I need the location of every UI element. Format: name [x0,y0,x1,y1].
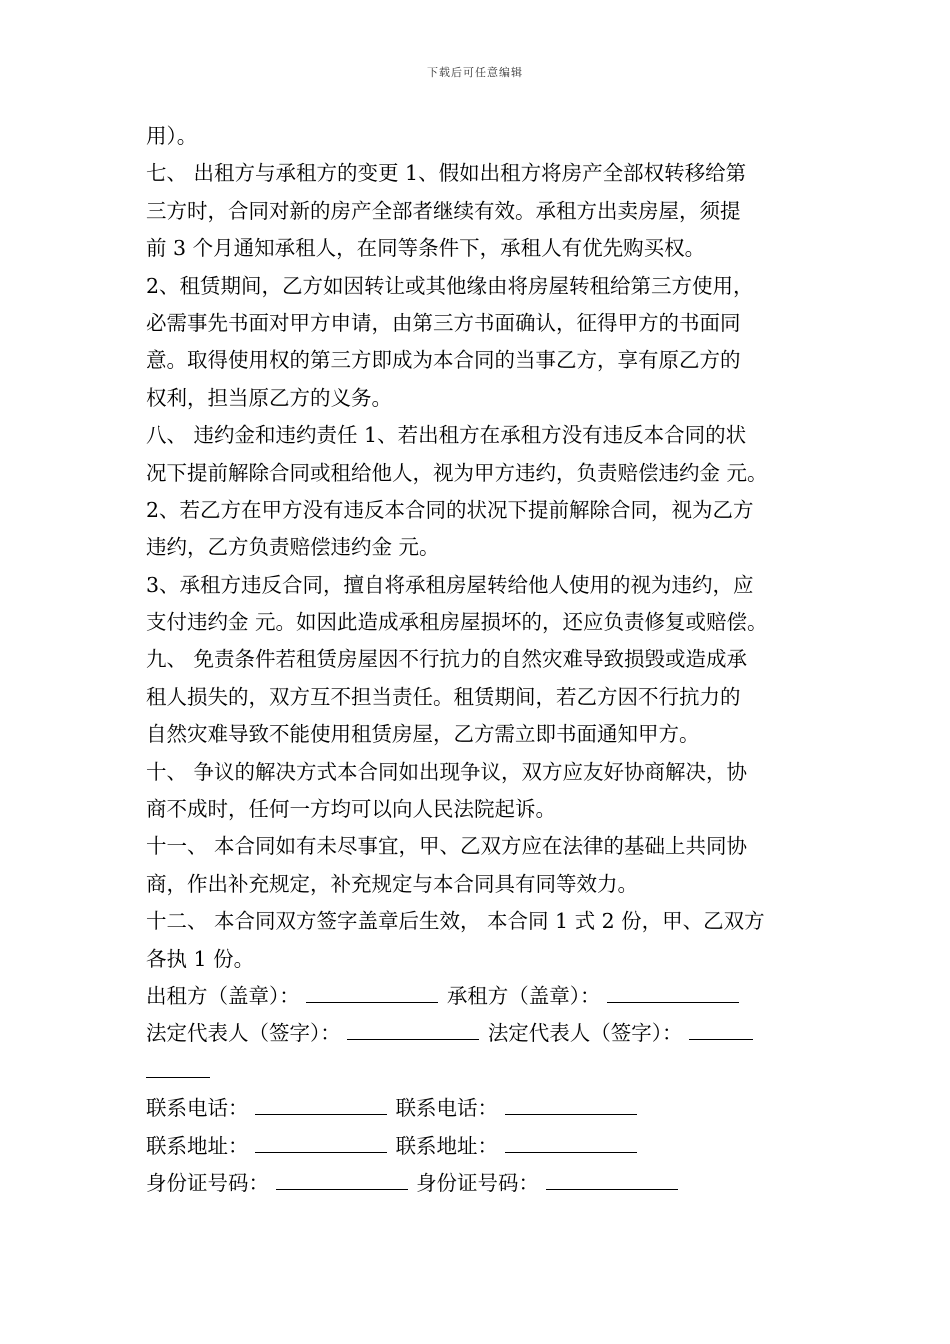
text-line: 十一、 本合同如有未尽事宜，甲、乙双方应在法律的基础上共同协 [146,834,748,859]
lessor-seal-blank[interactable] [306,982,438,1003]
text-line: 违约，乙方负责赔偿违约金 元。 [146,535,440,560]
id-row [146,1165,810,1202]
address-row [146,1128,810,1165]
legal-rep-label-2: 法定代表人（签字）： [487,1021,683,1046]
text-line: 商不成时，任何一方均可以向人民法院起诉。 [146,797,556,822]
legal-rep-blank-2-continued[interactable] [146,1057,210,1078]
address-label-1: 联系地址： [146,1133,249,1158]
text-line: 十二、 本合同双方签字盖章后生效， 本合同 1 式 2 份，甲、乙双方 [146,909,765,934]
legal-rep-blank-1[interactable] [347,1019,479,1040]
phone-row [146,1090,810,1127]
text-line: 权利，担当原乙方的义务。 [146,385,392,410]
text-line: 各执 1 份。 [146,946,255,971]
phone-blank-1[interactable] [255,1094,387,1115]
phone-label-1: 联系电话： [146,1096,249,1121]
text-line: 2、若乙方在甲方没有违反本合同的状况下提前解除合同，视为乙方 [146,497,754,522]
page-header: 下载后可任意编辑 [427,66,523,79]
lessor-seal-label: 出租方（盖章）： [146,983,300,1008]
address-label-2: 联系地址： [395,1133,499,1158]
signature-seal-row [146,978,810,1015]
text-line: 3、承租方违反合同，擅自将承租房屋转给他人使用的视为违约，应 [146,572,754,597]
phone-label-2: 联系电话： [395,1096,499,1121]
address-blank-2[interactable] [505,1132,637,1153]
text-line: 支付违约金 元。如因此造成承租房屋损坏的，还应负责修复或赔偿。 [146,610,768,635]
text-line: 用）。 [146,124,198,148]
text-line: 况下提前解除合同或租给他人，视为甲方违约，负责赔偿违约金 元。 [146,460,768,485]
text-line: 商，作出补充规定，补充规定与本合同具有同等效力。 [146,871,638,896]
legal-rep-label-1: 法定代表人（签字）： [146,1021,341,1046]
text-line: 七、 出租方与承租方的变更 1、假如出租方将房产全部权转移给第 [146,161,747,186]
text-line: 租人损失的，双方互不担当责任。租赁期间，若乙方因不行抗力的 [146,684,741,709]
id-blank-1[interactable] [276,1169,408,1190]
legal-rep-continuation-row [146,1053,810,1090]
text-line: 三方时，合同对新的房产全部者继续有效。承租方出卖房屋，须提 [146,198,741,223]
text-line: 九、 免责条件若租赁房屋因不行抗力的自然灾难导致损毁或造成承 [146,647,748,672]
text-line: 八、 违约金和违约责任 1、若出租方在承租方没有违反本合同的状 [146,423,747,448]
text-line: 十、 争议的解决方式本合同如出现争议，双方应友好协商解决，协 [146,759,748,784]
document-body [146,118,810,1202]
lessee-seal-blank[interactable] [607,982,739,1003]
address-blank-1[interactable] [255,1132,387,1153]
lessee-seal-label: 承租方（盖章）： [446,983,601,1008]
id-label-1: 身份证号码： [146,1170,269,1195]
text-line: 必需事先书面对甲方申请，由第三方书面确认，征得甲方的书面同 [146,310,741,335]
id-label-2: 身份证号码： [416,1170,540,1195]
phone-blank-2[interactable] [505,1094,637,1115]
text-line: 2、租赁期间，乙方如因转让或其他缘由将房屋转租给第三方使用， [146,273,754,298]
id-blank-2[interactable] [546,1169,678,1190]
legal-rep-row [146,1015,810,1052]
text-line: 意。取得使用权的第三方即成为本合同的当事乙方，享有原乙方的 [146,348,741,373]
text-line: 前 3 个月通知承租人，在同等条件下，承租人有优先购买权。 [146,236,706,261]
text-line: 自然灾难导致不能使用租赁房屋，乙方需立即书面通知甲方。 [146,722,700,747]
legal-rep-blank-2[interactable] [689,1019,753,1040]
